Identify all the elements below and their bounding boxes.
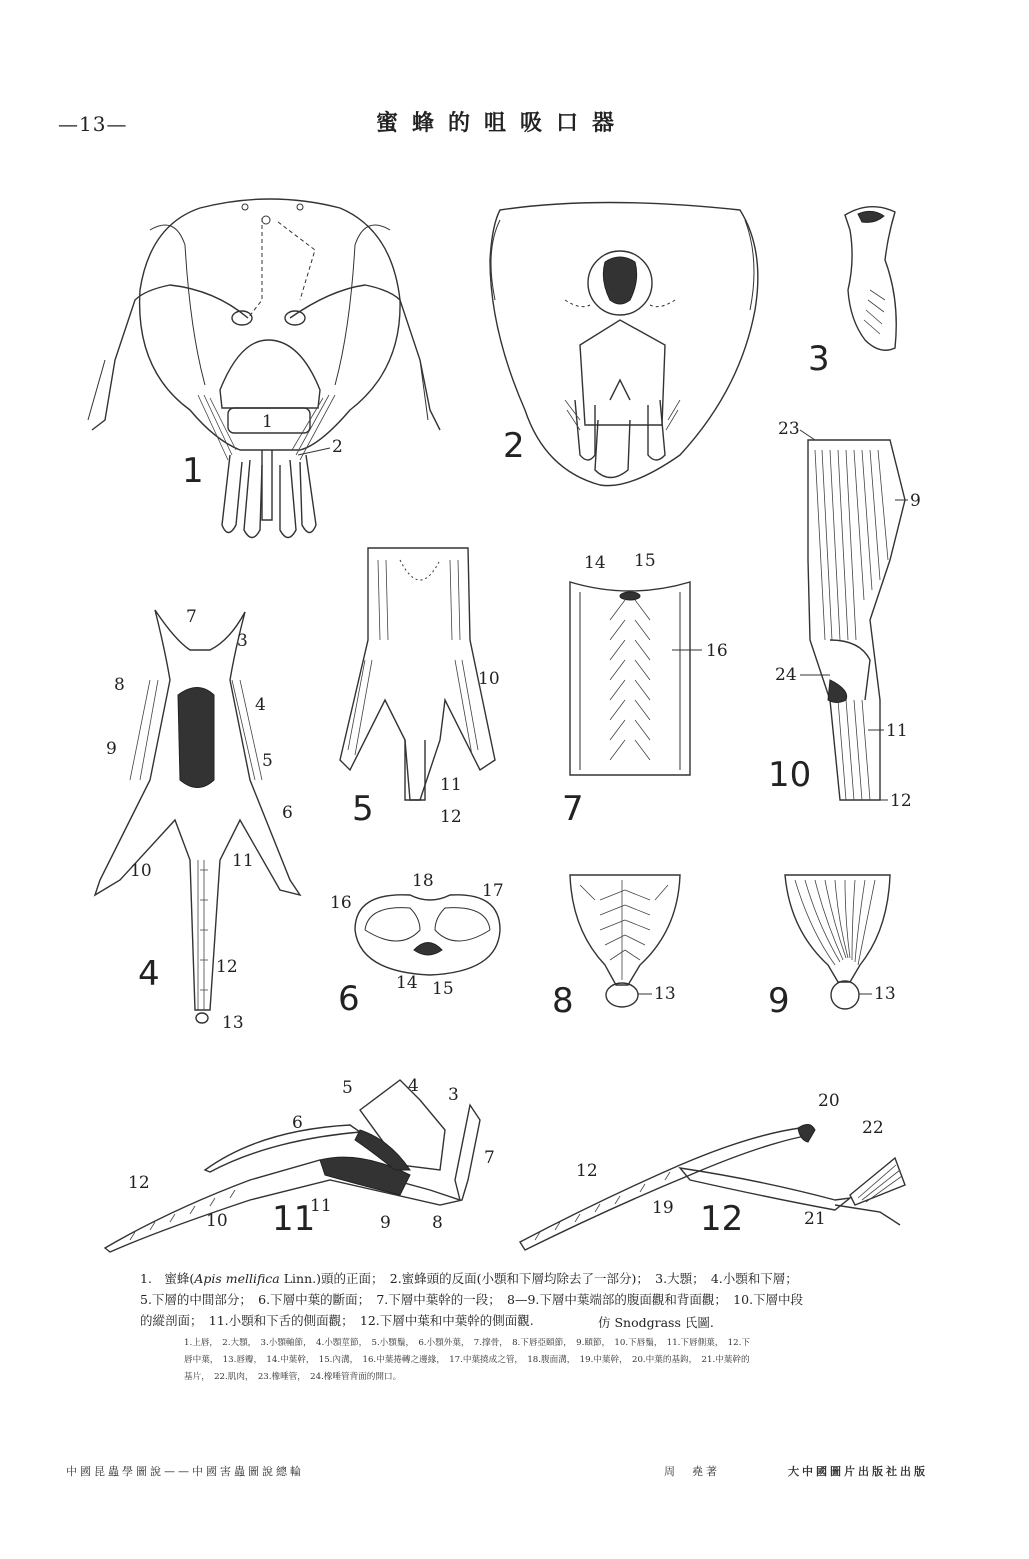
- fig12-label-20: 20: [818, 1091, 840, 1111]
- fig10-label-12: 12: [890, 791, 912, 811]
- fig11-label-10: 10: [206, 1211, 228, 1231]
- figure-12-lateral: [520, 1091, 905, 1250]
- figure-number-6: 6: [338, 979, 360, 1019]
- fig6-label-14: 14: [396, 973, 418, 993]
- figure-number-3: 3: [808, 339, 830, 379]
- footer-publisher: 大中國圖片出版社出版: [788, 1465, 928, 1478]
- figure-number-1: 1: [182, 451, 204, 491]
- figure-number-10: 10: [768, 755, 812, 795]
- figure-number-2: 2: [503, 426, 525, 466]
- fig11-label-8: 8: [432, 1213, 443, 1233]
- caption-line-1: 1. 蜜蜂(Apis mellifica Linn.)頭的正面； 2.蜜蜂頭的反面(小顋和下層均除去了一部分)； 3.大顋； 4.小顋和下層；: [140, 1271, 798, 1286]
- fig7-label-16: 16: [706, 641, 728, 661]
- figure-number-12: 12: [700, 1199, 744, 1239]
- fig4-label-12: 12: [216, 957, 238, 977]
- attribution: 仿 Snodgrass 氏圖.: [598, 1315, 714, 1330]
- footer-author: 周 堯著: [664, 1465, 720, 1478]
- legend-line-3: 基片， 22.肌肉， 23.橡唾管， 24.橡唾管背面的開口。: [184, 1372, 402, 1382]
- fig4-label-6: 6: [282, 803, 293, 823]
- fig11-label-3: 3: [448, 1085, 459, 1105]
- fig12-label-22: 22: [862, 1118, 884, 1138]
- fig11-label-6: 6: [292, 1113, 303, 1133]
- fig10-label-24: 24: [775, 665, 797, 685]
- fig5-label-11: 11: [440, 775, 462, 795]
- fig8-label-13: 13: [654, 984, 676, 1004]
- fig9-label-13: 13: [874, 984, 896, 1004]
- fig4-label-9: 9: [106, 739, 117, 759]
- fig11-label-7: 7: [484, 1148, 495, 1168]
- figure-10-section: [768, 419, 921, 811]
- caption-line-2: 5.下層的中間部分； 6.下層中葉的斷面； 7.下層中葉幹的一段； 8—9.下層中葉端部的腹面觀和背面觀； 10.下層中段: [140, 1292, 804, 1307]
- fig7-label-14: 14: [584, 553, 606, 573]
- fig1-label-2: 2: [332, 437, 343, 457]
- page-number: —13—: [58, 112, 128, 136]
- fig1-label-1: 1: [262, 412, 273, 432]
- fig10-label-23: 23: [778, 419, 800, 439]
- figure-9-dorsal: [768, 875, 896, 1021]
- legend-line-1: 1.上唇， 2.大顋， 3.小顋軸節， 4.小顋莖節， 5.小顋鬚， 6.小顋外葉， 7.撑骨， 8.下唇亞頤節， 9.頤節， 10.下唇鬚， 11.下唇側葉， 12.下: [184, 1338, 750, 1348]
- fig10-label-9: 9: [910, 491, 921, 511]
- figure-2-head-back: [490, 203, 758, 486]
- figure-6-cross-section: [330, 871, 504, 1019]
- fig5-label-12: 12: [440, 807, 462, 827]
- fig12-label-12: 12: [576, 1161, 598, 1181]
- fig11-label-5: 5: [342, 1078, 353, 1098]
- fig6-label-17: 17: [482, 881, 504, 901]
- figure-5-labium-middle: [340, 548, 500, 829]
- figure-4-maxillae-labium: [95, 607, 300, 1033]
- fig10-label-11: 11: [886, 721, 908, 741]
- fig4-label-8: 8: [114, 675, 125, 695]
- fig4-label-7: 7: [186, 607, 197, 627]
- fig7-label-15: 15: [634, 551, 656, 571]
- species-name: Apis mellifica: [194, 1271, 280, 1286]
- figure-caption: [140, 1268, 900, 1331]
- footer-series: 中國昆蟲學圖說——中國害蟲圖說總輪: [66, 1465, 304, 1478]
- caption-line-3: 的縱剖面； 11.小顋和下舌的側面觀； 12.下層中葉和中葉幹的側面觀.: [140, 1313, 534, 1328]
- fig4-label-3: 3: [237, 631, 248, 651]
- figure-1-head-front: [88, 199, 440, 538]
- fig6-label-18: 18: [412, 871, 434, 891]
- legend-line-2: 唇中葉， 13.唇瓣， 14.中葉幹， 15.內溝， 16.中葉捲轉之邊緣， 17.中葉撓成之管， 18.腹面溝， 19.中葉幹， 20.中葉的基鈎， 21.中葉幹的: [184, 1355, 750, 1365]
- fig4-label-11: 11: [232, 851, 254, 871]
- figure-3-mandible: [808, 207, 896, 379]
- fig4-label-13: 13: [222, 1013, 244, 1033]
- fig11-label-9: 9: [380, 1213, 391, 1233]
- figure-11-lateral: [105, 1076, 495, 1252]
- figure-number-9: 9: [768, 981, 790, 1021]
- figure-number-11: 11: [272, 1199, 316, 1239]
- fig4-label-10: 10: [130, 861, 152, 881]
- fig12-label-19: 19: [652, 1198, 674, 1218]
- figure-7-segment: [562, 551, 728, 829]
- page-title: 蜜蜂的咀吸口器: [376, 110, 629, 136]
- fig11-label-11: 11: [310, 1196, 332, 1216]
- fig12-label-21: 21: [804, 1209, 826, 1229]
- figure-number-7: 7: [562, 789, 584, 829]
- fig6-label-15: 15: [432, 979, 454, 999]
- figure-number-4: 4: [138, 954, 160, 994]
- legend: [184, 1335, 884, 1386]
- fig4-label-4: 4: [255, 695, 266, 715]
- figure-number-8: 8: [552, 981, 574, 1021]
- fig11-label-12: 12: [128, 1173, 150, 1193]
- figure-number-5: 5: [352, 789, 374, 829]
- fig6-label-16: 16: [330, 893, 352, 913]
- fig5-label-10: 10: [478, 669, 500, 689]
- fig4-label-5: 5: [262, 751, 273, 771]
- figure-8-ventral: [552, 875, 680, 1021]
- fig11-label-4: 4: [408, 1076, 419, 1096]
